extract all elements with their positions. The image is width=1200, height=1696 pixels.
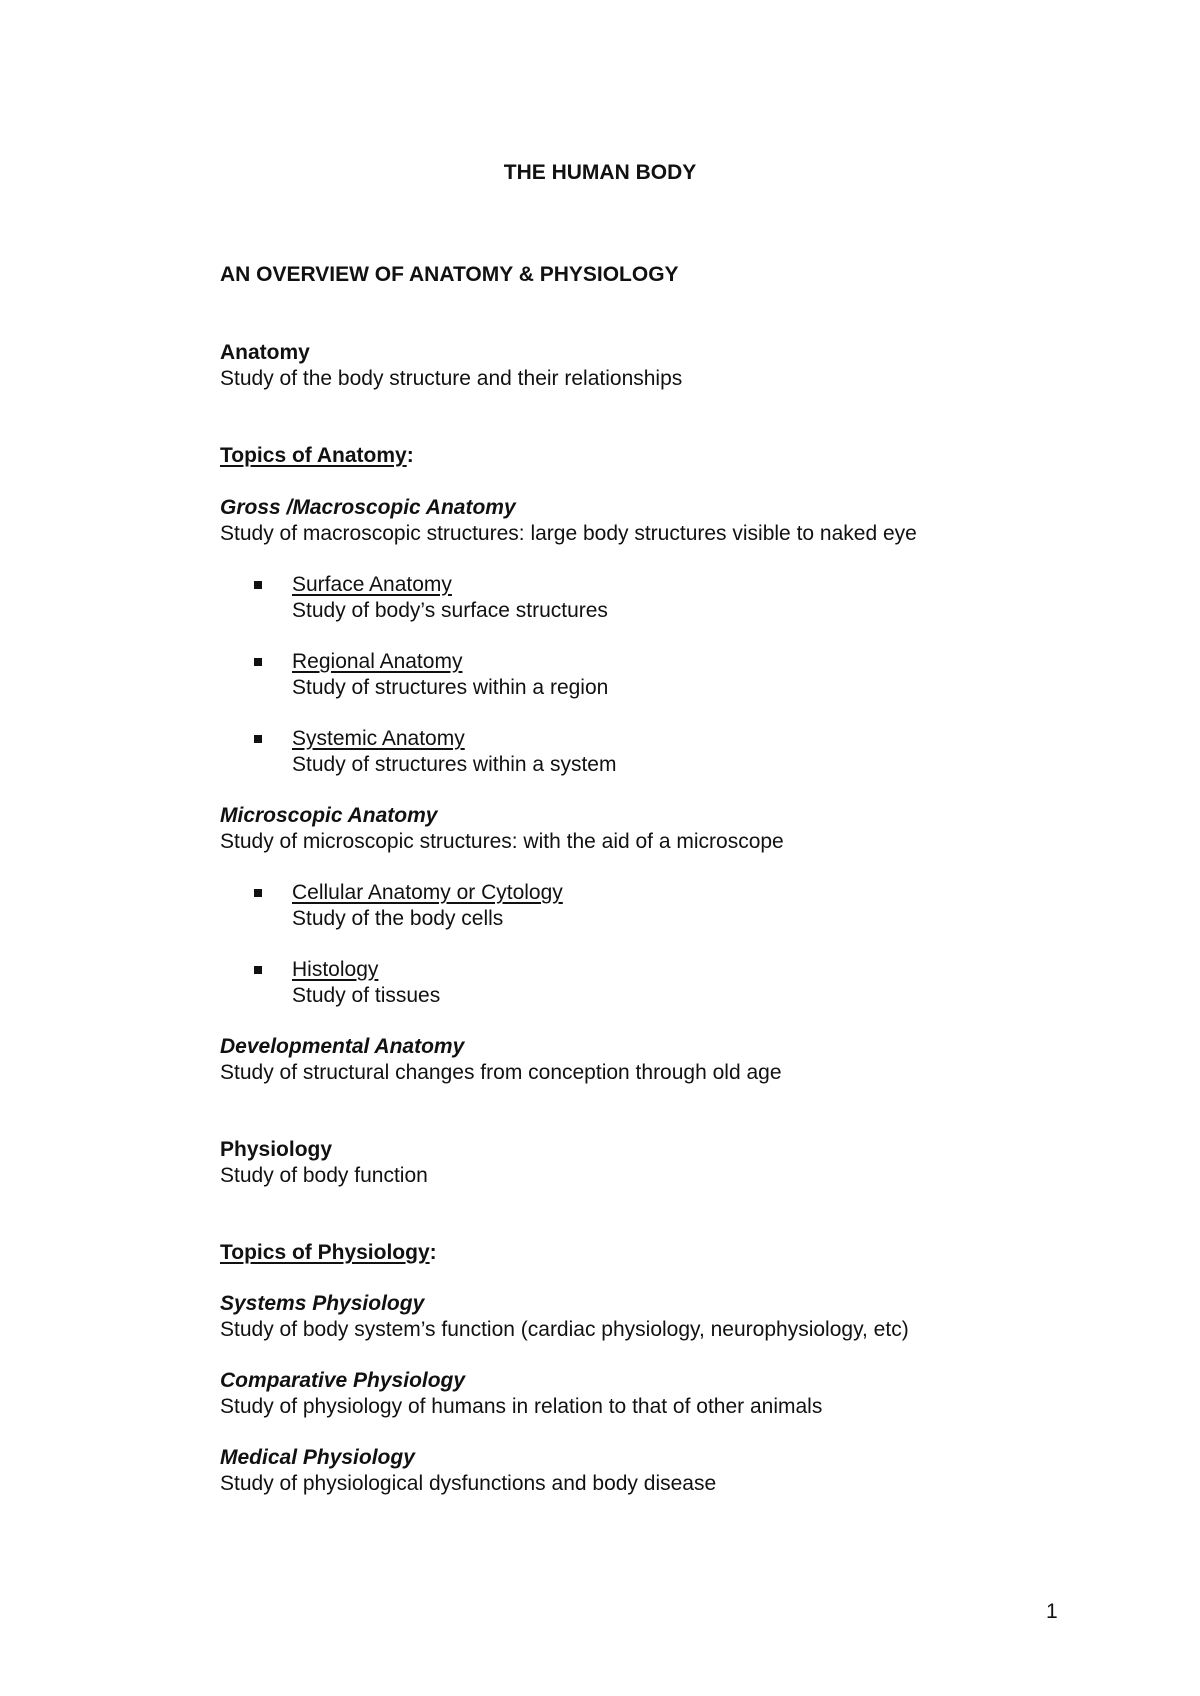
topics-physiology-colon: : <box>429 1241 437 1264</box>
systems-physiology-definition: Study of body system’s function (cardiac physiology, neurophysiology, etc) <box>220 1318 909 1341</box>
topics-anatomy-label: Topics of Anatomy <box>220 444 407 467</box>
developmental-anatomy-term: Developmental Anatomy <box>220 1035 465 1058</box>
physiology-term: Physiology <box>220 1138 333 1161</box>
gross-anatomy-definition: Study of macroscopic structures: large body structures visible to naked eye <box>220 522 917 545</box>
comparative-physiology-term: Comparative Physiology <box>220 1369 466 1392</box>
topics-physiology-label: Topics of Physiology <box>220 1241 430 1264</box>
comparative-physiology-definition: Study of physiology of humans in relation to that of other animals <box>220 1395 823 1418</box>
developmental-anatomy-definition: Study of structural changes from conception through old age <box>220 1061 782 1084</box>
surface-anatomy-label: Surface Anatomy <box>292 573 452 596</box>
regional-anatomy-definition: Study of structures within a region <box>292 676 609 699</box>
bullet-marker <box>254 966 262 974</box>
topics-anatomy-colon: : <box>406 444 414 467</box>
cytology-label: Cellular Anatomy or Cytology <box>292 881 563 904</box>
document-title: THE HUMAN BODY <box>503 161 697 184</box>
histology-label: Histology <box>292 958 379 981</box>
topics-anatomy-heading <box>220 443 414 469</box>
bullet-marker <box>254 658 262 666</box>
medical-physiology-term: Medical Physiology <box>220 1446 415 1469</box>
microscopic-anatomy-term: Microscopic Anatomy <box>220 804 438 827</box>
microscopic-anatomy-definition: Study of microscopic structures: with the aid of a microscope <box>220 830 784 853</box>
systemic-anatomy-label: Systemic Anatomy <box>292 727 465 750</box>
bullet-marker <box>254 581 262 589</box>
surface-anatomy-definition: Study of body’s surface structures <box>292 599 608 622</box>
bullet-marker <box>254 735 262 743</box>
gross-anatomy-term: Gross /Macroscopic Anatomy <box>220 496 516 519</box>
section-heading: AN OVERVIEW OF ANATOMY & PHYSIOLOGY <box>220 263 679 286</box>
cytology-definition: Study of the body cells <box>292 907 504 930</box>
anatomy-term: Anatomy <box>220 341 310 364</box>
physiology-definition: Study of body function <box>220 1164 428 1187</box>
page-number: 1 <box>1046 1600 1058 1623</box>
systems-physiology-term: Systems Physiology <box>220 1292 425 1315</box>
medical-physiology-definition: Study of physiological dysfunctions and body disease <box>220 1472 717 1495</box>
topics-physiology-heading <box>220 1240 437 1266</box>
histology-definition: Study of tissues <box>292 984 441 1007</box>
bullet-marker <box>254 889 262 897</box>
anatomy-definition: Study of the body structure and their relationships <box>220 367 683 390</box>
regional-anatomy-label: Regional Anatomy <box>292 650 463 673</box>
systemic-anatomy-definition: Study of structures within a system <box>292 753 617 776</box>
